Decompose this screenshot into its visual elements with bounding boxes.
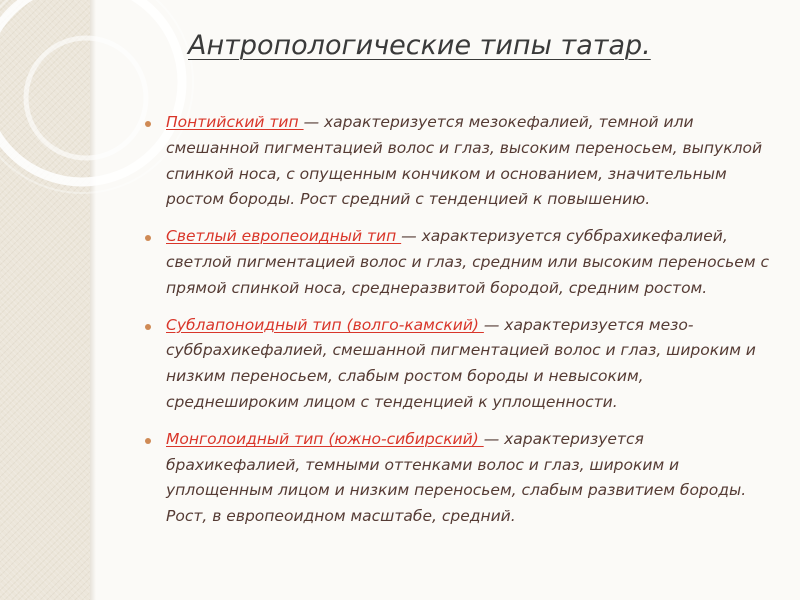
type-term-link[interactable]: Сублапоноидный тип (волго-камский) [166,315,484,334]
bullet-icon [145,438,151,444]
type-description: — характеризуется мезокефалией, темной или смешанной пигментацией волос и глаз, высоким переносьем, выпуклой спинкой носа, с опущенным кончиком и основанием, значительным ростом бороды. Рост средний с тенденцией к повышению. [166,113,763,209]
bullet-icon [145,121,151,127]
type-description: — характеризуется мезо-суббрахикефалией, смешанной пигментацией волос и глаз, широким и низким переносьем, слабым ростом бороды и невысоким, среднешироким лицом с тенденцией к уплощенности. [166,315,756,411]
decorative-ring-small [26,38,146,158]
bullet-icon [145,235,151,241]
type-description: — характеризуется брахикефалией, темными оттенками волос и глаз, широким и уплощенным лицом и низким переносьем, слабым развитием бороды. Рост, в европеоидном масштабе, средний. [166,429,747,526]
type-term-link[interactable]: Монголоидный тип (южно-сибирский) [166,429,484,448]
list-item [145,110,775,213]
type-term-link[interactable]: Светлый европеоидный тип [166,227,402,246]
type-description: — характеризуется суббрахикефалией, светлой пигментацией волос и глаз, средним или высоким переносьем с прямой спинкой носа, среднеразвитой бородой, средним ростом. [166,227,769,297]
bullet-icon [145,324,151,330]
slide-title: Антропологические типы татар. [188,30,651,61]
list-item [145,313,775,416]
type-term-link[interactable]: Понтийский тип [166,113,304,131]
list-item [145,427,775,530]
list-item [145,224,775,301]
anthropological-types-list [145,110,775,541]
